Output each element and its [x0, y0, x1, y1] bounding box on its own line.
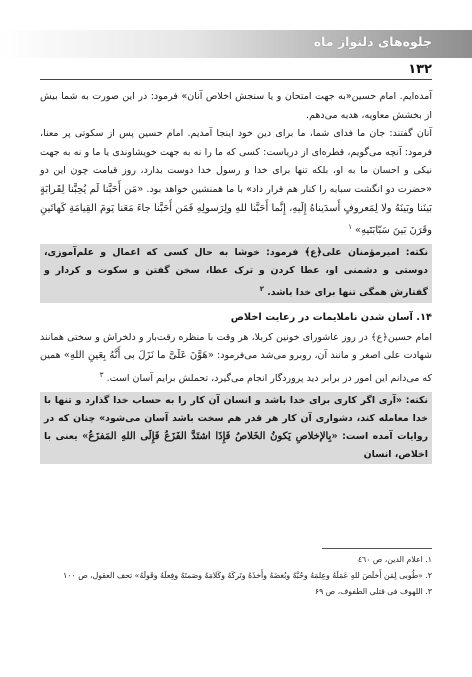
footnote-ref-1[interactable]: ۱ — [348, 223, 352, 232]
paragraph-1: آمده‌ایم. امام حسین«به جهت امتحان و یا سنجش اخلاص آنان» فرمود: در این صورت به شما بیش از بخشش معاویه، هدیه می‌دهم. — [40, 91, 432, 121]
note-box-1 — [40, 244, 432, 303]
footnote-2: ۲. «طُوبی لِمَن أَخلَصَ للهِ عَمَلَهُ وعِلمَهُ وحُبَّهُ وبُغضَهُ وأَخذَهُ وتَرکَهُ وکَلامَهُ وصَمتَهُ وفِعلَهُ وقَولَهُ» تحف العقول، ص ۱۰۰ — [63, 571, 432, 580]
hadith-quote-3: «بِالإخلاصِ یَکونُ الخَلاصُ فَإِذَا اشتَدَّ الفَزَعُ فَإِلَی اللهِ المَفزَعُ» — [82, 430, 338, 442]
footnote-ref-3[interactable]: ۳ — [99, 370, 104, 379]
note-2-text-a: نکته: «آری اگر کاری برای خدا باشد و انسان آن کار را به حساب خدا گذارد و تنها با خدا معامله کند، دشواری آن کار هر قدر هم سخت باشد آسان می‌شود» چنان که در روایات آمده است: — [44, 394, 428, 442]
paragraph-2 — [40, 125, 432, 241]
footnote-3: ۳. اللهوف فی قتلی الطفوف، ص ۶۹ — [314, 587, 432, 596]
hadith-quote: «مَن أَحَبَّنا لَم یُحِبَّنا لِقَرابَةٍ بَینَنا وبَینَهُ ولا لِمَعروفٍ أَسدَیناهُ إِلَیهِ، إِنَّما أَحَبَّنا للهِ ولِرَسولِهِ فَمَن أَحَبَّنا جاءَ مَعَنا یَومَ القِیامَةِ کَهاتَینِ وقَرَنَ بَینَ سَبّابَتَیهِ» — [40, 183, 432, 237]
running-header-title: جلوه‌های دلنواز ماه — [313, 34, 432, 49]
footnote-divider — [322, 548, 432, 549]
paragraph-3-text-b: همین که می‌دانم این امور در برابر دید پروردگار انجام می‌گیرد، تحملش برایم آسان است. — [40, 350, 432, 384]
note-box-2 — [40, 392, 432, 465]
footnote-1: ۱. اعلام الدین، ص ٤٦٠ — [357, 555, 432, 564]
main-text — [40, 88, 432, 468]
page-number: ۱۳۲ — [408, 62, 432, 77]
note-2-text-b: یعنی با اخلاص، انسان — [44, 430, 428, 461]
section-heading: ۱۴. آسان شدن ناملایمات در رعایت اخلاص — [230, 311, 432, 323]
paragraph-2-text: آنان گفتند: جان ما فدای شما، ما برای دین خود اینجا آمدیم. امام حسین پس از سکوتی پر معنا، فرمود: آنچه می‌گویم، قطره‌ای از دریاست: کسی که ما را نه به جهت خویشاوندی یا ما و نه به جهت نیکی و احسان ما به او، بلکه تنها برای خدا و رسول خدا دوست بدارد، روز قیامت چون این دو «حضرت دو انگشت سبابه را کنار هم قرار داد» با ما همنشین خواهد بود. — [40, 128, 432, 195]
paragraph-3-text-a: امام حسین﴿ع﴾ در روز عاشورای خونین کربلا، هر وقت با منظره رقت‌بار و دلخراش و سختی همانند شهادت علی اصغر و مانند آن، روبرو می‌شد می‌فرمود: — [40, 331, 432, 362]
footnote-ref-2[interactable]: ۲ — [259, 285, 264, 294]
header-divider — [40, 79, 432, 80]
hadith-quote-2: «هَوَّنَ عَلَیَّ ما نَزَلَ بی أَنَّهُ بِعَینِ اللهِ» — [63, 350, 214, 362]
paragraph-3 — [40, 329, 432, 389]
note-1-text: نکته: امیرمؤمنان علی﴿ع﴾ فرمود: خوشا به حال کسی که اعمال و علم‌آموزی، دوستی و دشمنی او، عطا کردن و ترک عطا، سخن گفتن و سکوت و کردار و گفتارش همگی تنها برای خدا باشد. — [44, 246, 428, 299]
footnotes — [40, 552, 432, 600]
